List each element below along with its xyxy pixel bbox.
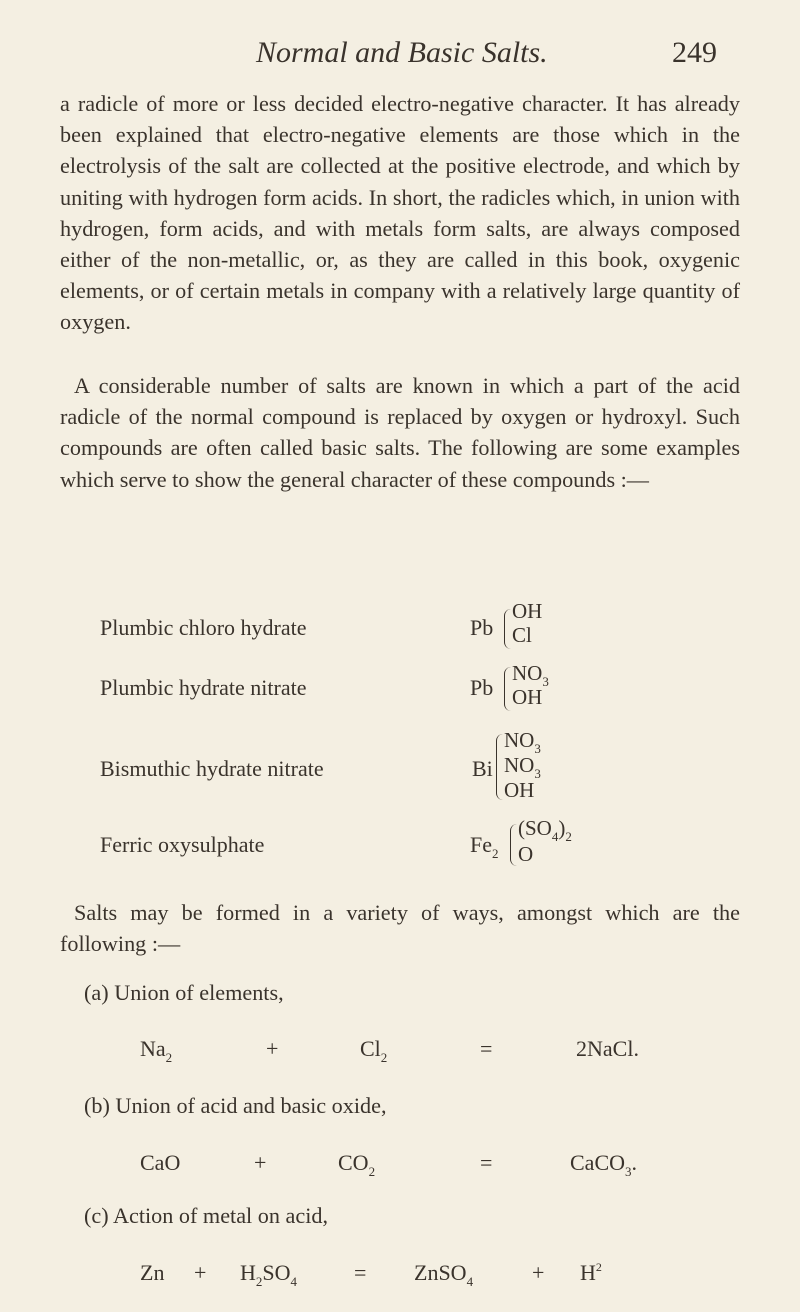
formula-metal: $Fe_2$ bbox=[470, 832, 499, 861]
salt-name: Ferric oxysulphate bbox=[100, 832, 265, 857]
salt-name: Plumbic chloro hydrate bbox=[100, 615, 307, 640]
equation-operator: + bbox=[532, 1260, 545, 1285]
page-header bbox=[0, 36, 800, 76]
method-description: Union of acid and basic oxide, bbox=[115, 1093, 387, 1118]
equation-term: Zn bbox=[140, 1260, 165, 1285]
paragraph-1: a radicle of more or less decided electro-negative character. It has already been explained that electro-negative elements are those which in the electrolysis of the salt are collected at the positive electrode, and which by uniting with hydrogen form acids. In short, the radicles which, in union with hydrogen, form acids, and with metals form salts, are always composed either of the non-metallic, or, as they are called in this book, oxygenic elements, or of certain metals in company with a relatively large quantity of oxygen. bbox=[60, 91, 740, 335]
method-heading bbox=[84, 980, 284, 1006]
equation-term: $CO_2$ bbox=[338, 1150, 376, 1179]
equation-term: $Na_2$ bbox=[140, 1036, 173, 1065]
equation-term: $Cl_2$ bbox=[360, 1036, 388, 1065]
method-label: (a) bbox=[84, 980, 109, 1005]
paragraph-2: A considerable number of salts are known in which a part of the acid radicle of the normal compound is replaced by oxygen or hydroxyl. Such compounds are often called basic salts. The following are some examples which serve to show the general character of these compounds :— bbox=[60, 373, 740, 492]
equation-term: 2NaCl. bbox=[576, 1036, 639, 1061]
method-label: (b) bbox=[84, 1093, 110, 1118]
equation-operator: = bbox=[480, 1150, 493, 1175]
page-number: 249 bbox=[672, 36, 717, 69]
formula-group: OH bbox=[512, 599, 543, 623]
method-label: (c) bbox=[84, 1203, 109, 1228]
formula-group: OH bbox=[504, 778, 535, 802]
formula-metal: Pb bbox=[470, 615, 494, 640]
equation-operator: + bbox=[254, 1150, 267, 1175]
brace-icon bbox=[504, 667, 511, 711]
formula-group: Cl bbox=[512, 623, 532, 647]
equation-operator: = bbox=[480, 1036, 493, 1061]
method-description: Union of elements, bbox=[114, 980, 284, 1005]
formula-group: $NO_3$ bbox=[504, 753, 541, 781]
paragraph-3: Salts may be formed in a variety of ways, amongst which are the following :— bbox=[60, 900, 740, 957]
formula-metal: Pb bbox=[470, 675, 494, 700]
formula-group: $NO_3$ bbox=[512, 661, 549, 689]
equation-term: $H_2SO_4$ bbox=[240, 1260, 298, 1289]
equation-operator: = bbox=[354, 1260, 367, 1285]
running-title: Normal and Basic Salts. bbox=[256, 36, 548, 69]
equation-operator: + bbox=[266, 1036, 279, 1061]
brace-icon bbox=[496, 734, 503, 800]
formula-group: $NO_3$ bbox=[504, 728, 541, 756]
formula-group: O bbox=[518, 842, 534, 866]
salt-name: Bismuthic hydrate nitrate bbox=[100, 756, 324, 781]
method-heading bbox=[84, 1093, 387, 1119]
equation-term: CaO bbox=[140, 1150, 181, 1175]
equation-term: $H^2$ bbox=[580, 1260, 602, 1285]
brace-icon bbox=[504, 609, 511, 649]
formula-group: OH bbox=[512, 685, 543, 709]
equation-operator: + bbox=[194, 1260, 207, 1285]
salt-name: Plumbic hydrate nitrate bbox=[100, 675, 307, 700]
equation-term: CaCO$_3$. bbox=[570, 1150, 637, 1179]
method-heading bbox=[84, 1203, 328, 1229]
formula-group: $(SO_4)_2$ bbox=[518, 816, 572, 844]
method-description: Action of metal on acid, bbox=[112, 1203, 328, 1228]
brace-icon bbox=[510, 824, 517, 866]
equation-term: ZnSO$_4$ bbox=[414, 1260, 474, 1289]
formula-metal: Bi bbox=[472, 756, 493, 781]
